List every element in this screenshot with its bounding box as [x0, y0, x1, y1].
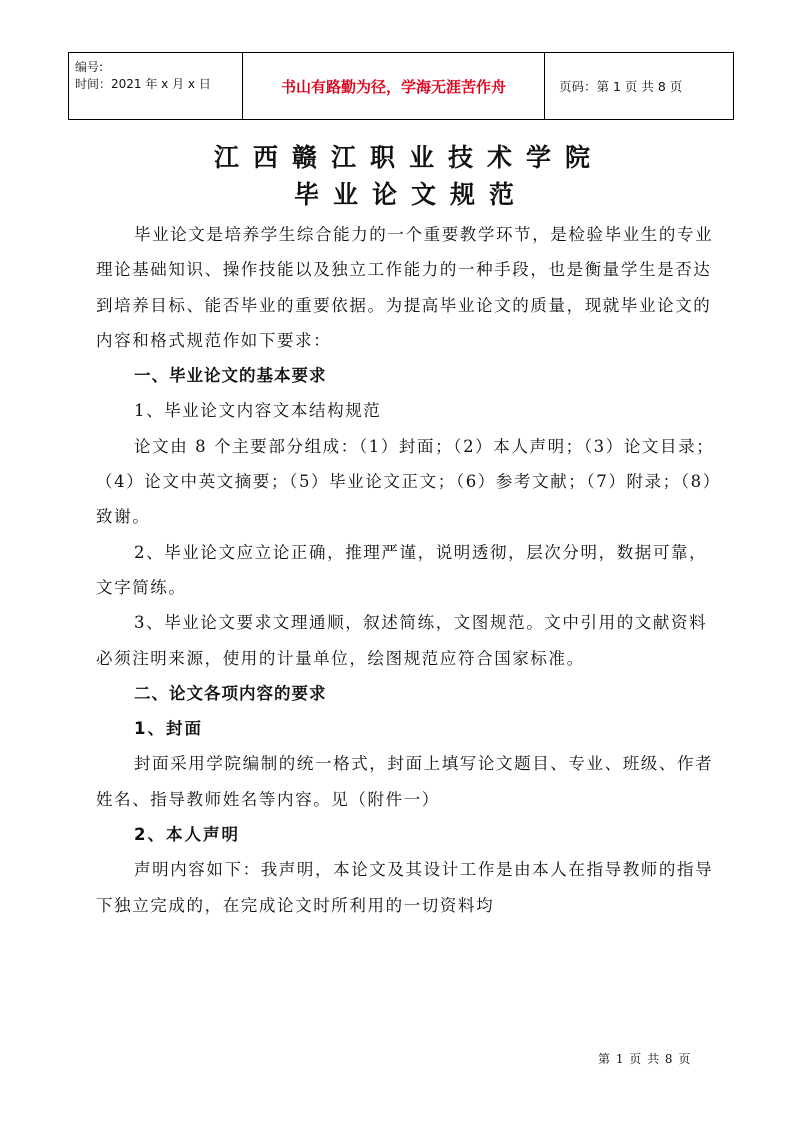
item1-text: 论文由 8 个主要部分组成：（1）封面；（2）本人声明；（3）论文目录；（4）论文中英文摘要；（5）毕业论文正文；（6）参考文献；（7）附录；（8）致谢。: [96, 436, 715, 527]
item2-text: 2、毕业论文应立论正确，推理严谨，说明透彻，层次分明，数据可靠，文字简练。: [96, 542, 708, 597]
motto-cell: [243, 53, 545, 119]
document-body: [96, 217, 716, 923]
cover-text: 封面采用学院编制的统一格式，封面上填写论文题目、专业、班级、作者姓名、指导教师姓名等内容。见（附件一）: [96, 754, 714, 809]
title-doc: 毕业论文规范: [293, 180, 528, 209]
motto-text: 书山有路勤为径，学海无涯苦作舟: [280, 77, 506, 96]
time-label: 时间：2021 年 x 月 x 日: [75, 77, 211, 91]
item1-title: 1、毕业论文内容文本结构规范: [134, 401, 382, 421]
page-info-cell: [545, 53, 733, 119]
declaration-heading: 2、本人声明: [134, 825, 240, 845]
page-info: 页码：第 1 页 共 8 页: [559, 79, 683, 94]
section-heading-1: 一、毕业论文的基本要求: [134, 366, 327, 386]
item3-text: 3、毕业论文要求文理通顺，叙述简练，文图规范。文中引用的文献资料必须注明来源，使用的计量单位，绘图规范应符合国家标准。: [96, 613, 708, 668]
header-meta-cell: [69, 53, 243, 119]
title-school: 江西赣江职业技术学院: [213, 143, 604, 172]
page-footer: 第 1 页 共 8 页: [598, 1052, 692, 1066]
cover-heading: 1、封面: [134, 719, 203, 739]
section-heading-2: 二、论文各项内容的要求: [134, 683, 327, 703]
intro-paragraph: 毕业论文是培养学生综合能力的一个重要教学环节，是检验毕业生的专业理论基础知识、操作技能以及独立工作能力的一种手段，也是衡量学生是否达到培养目标、能否毕业的重要依据。为提高毕业论文的质量，现就毕业论文的内容和格式规范作如下要求：: [96, 225, 714, 350]
declaration-text: 声明内容如下：我声明，本论文及其设计工作是由本人在指导教师的指导下独立完成的，在完成论文时所利用的一切资料均: [96, 860, 714, 915]
number-label: 编号:: [75, 60, 104, 74]
header-table: [68, 52, 734, 120]
